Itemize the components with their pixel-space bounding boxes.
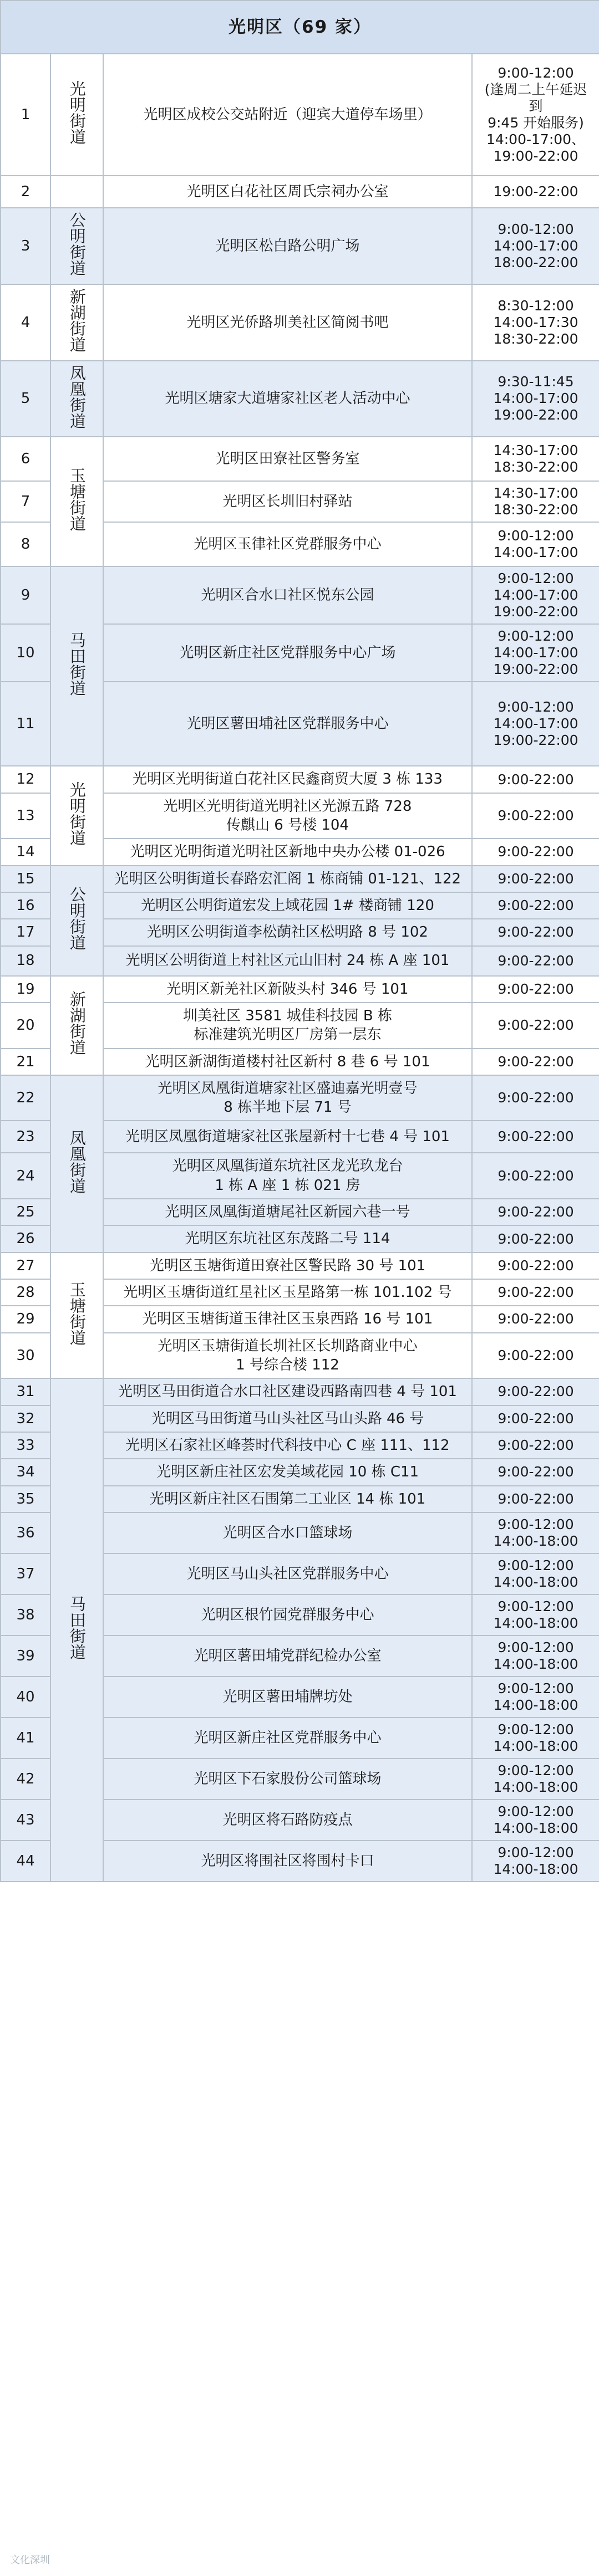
row-number: 40 xyxy=(1,1677,50,1718)
site-address: 光明区光明街道光明社区新地中央办公楼 01-026 xyxy=(103,839,472,865)
site-address: 光明区新羌社区新陂头村 346 号 101 xyxy=(103,976,472,1003)
service-hours xyxy=(472,1075,599,1121)
row-number: 6 xyxy=(1,437,50,481)
row-number: 25 xyxy=(1,1199,50,1225)
site-address: 光明区光侨路圳美社区简阅书吧 xyxy=(103,284,472,361)
service-hours xyxy=(472,624,599,682)
row-number: 15 xyxy=(1,866,50,892)
hours-line: 9:00-22:00 xyxy=(498,924,574,941)
street-name xyxy=(50,1075,103,1253)
row-number: 39 xyxy=(1,1635,50,1677)
row-number: 42 xyxy=(1,1759,50,1800)
site-address: 光明区凤凰街道塘家社区张屋新村十七巷 4 号 101 xyxy=(103,1121,472,1153)
hours-line: 18:00-22:00 xyxy=(493,254,578,270)
service-hours xyxy=(472,284,599,361)
row-number: 16 xyxy=(1,892,50,919)
hours-line: 14:00-18:00 xyxy=(493,1819,578,1836)
table-row xyxy=(1,176,599,208)
row-number: 18 xyxy=(1,946,50,976)
street-name xyxy=(50,1253,103,1379)
row-number: 1 xyxy=(1,54,50,176)
hours-line: 18:30-22:00 xyxy=(493,330,578,347)
hours-line: 9:00-12:00 xyxy=(498,1803,574,1819)
service-hours xyxy=(472,176,599,208)
hours-line: 9:00-22:00 xyxy=(498,1410,574,1427)
site-address: 光明区光明街道白花社区民鑫商贸大厦 3 栋 133 xyxy=(103,766,472,793)
service-hours xyxy=(472,1153,599,1199)
row-number: 17 xyxy=(1,919,50,945)
row-number: 38 xyxy=(1,1594,50,1635)
street-name xyxy=(50,1378,103,1882)
street-name xyxy=(50,54,103,176)
row-number: 44 xyxy=(1,1841,50,1882)
hours-line: (逢周二上午延迟到 xyxy=(484,81,587,114)
street-label: 玉塘街道 xyxy=(67,467,87,532)
row-number: 34 xyxy=(1,1459,50,1485)
row-number: 14 xyxy=(1,839,50,865)
site-address: 光明区松白路公明广场 xyxy=(103,208,472,284)
table-row xyxy=(1,361,599,437)
site-address: 光明区合水口篮球场 xyxy=(103,1512,472,1553)
site-address: 光明区公明街道李松蓢社区松明路 8 号 102 xyxy=(103,919,472,945)
site-address: 光明区马田街道合水口社区建设西路南四巷 4 号 101 xyxy=(103,1378,472,1405)
row-number: 21 xyxy=(1,1049,50,1075)
hours-line: 9:00-12:00 xyxy=(498,1844,574,1861)
site-address: 光明区下石家股份公司篮球场 xyxy=(103,1759,472,1800)
hours-line: 14:00-17:00、 xyxy=(486,131,586,147)
hours-line: 14:30-17:00 xyxy=(493,485,578,502)
row-number: 41 xyxy=(1,1718,50,1759)
hours-line: 9:00-22:00 xyxy=(498,1490,574,1507)
hours-line: 9:00-22:00 xyxy=(498,980,574,997)
row-number: 35 xyxy=(1,1486,50,1512)
site-address: 光明区合水口社区悦东公园 xyxy=(103,566,472,624)
service-hours xyxy=(472,1432,599,1459)
street-label: 凤凰街道 xyxy=(67,1129,87,1194)
street-label: 公明街道 xyxy=(67,886,87,951)
hours-line: 14:00-17:00 xyxy=(493,587,578,604)
row-number: 43 xyxy=(1,1800,50,1841)
street-name xyxy=(50,766,103,865)
hours-line: 9:00-22:00 xyxy=(498,870,574,887)
site-address: 光明区玉塘街道长圳社区长圳路商业中心 1 号综合楼 112 xyxy=(103,1333,472,1379)
street-name xyxy=(50,866,103,976)
site-address: 光明区新庄社区党群服务中心广场 xyxy=(103,624,472,682)
row-number: 22 xyxy=(1,1075,50,1121)
street-label: 光明街道 xyxy=(67,80,87,145)
site-address: 光明区塘家大道塘家社区老人活动中心 xyxy=(103,361,472,437)
service-hours xyxy=(472,1306,599,1332)
hours-line: 9:00-22:00 xyxy=(498,807,574,824)
service-hours xyxy=(472,1677,599,1718)
street-label: 凤凰街道 xyxy=(67,364,87,429)
table-row xyxy=(1,54,599,176)
service-hours xyxy=(472,1512,599,1553)
row-number: 27 xyxy=(1,1253,50,1279)
hours-line: 8:30-12:00 xyxy=(498,297,574,314)
row-number: 20 xyxy=(1,1003,50,1049)
service-hours xyxy=(472,54,599,176)
service-hours xyxy=(472,1594,599,1635)
street-name xyxy=(50,176,103,208)
row-number: 7 xyxy=(1,481,50,522)
site-address: 光明区成校公交站附近（迎宾大道停车场里） xyxy=(103,54,472,176)
hours-line: 9:00-22:00 xyxy=(498,1017,574,1034)
site-address: 光明区公明街道宏发上域花园 1# 楼商铺 120 xyxy=(103,892,472,919)
hours-line: 19:00-22:00 xyxy=(493,604,578,620)
service-hours xyxy=(472,976,599,1003)
hours-line: 9:00-12:00 xyxy=(498,1557,574,1573)
service-hours xyxy=(472,892,599,919)
service-hours xyxy=(472,1333,599,1379)
table-row xyxy=(1,284,599,361)
site-address: 光明区光明街道光明社区光源五路 728 传麒山 6 号楼 104 xyxy=(103,793,472,839)
hours-line: 9:00-22:00 xyxy=(498,952,574,969)
service-hours xyxy=(472,1459,599,1485)
table-row xyxy=(1,976,599,1003)
site-address: 光明区石家社区峰荟时代科技中心 C 座 111、112 xyxy=(103,1432,472,1459)
row-number: 19 xyxy=(1,976,50,1003)
table-row xyxy=(1,208,599,284)
hours-line: 9:00-12:00 xyxy=(498,699,574,715)
hours-line: 9:00-22:00 xyxy=(498,1464,574,1480)
hours-line: 9:00-12:00 xyxy=(498,528,574,544)
table-row xyxy=(1,1253,599,1279)
hours-line: 9:00-12:00 xyxy=(498,1762,574,1778)
row-number: 5 xyxy=(1,361,50,437)
street-name xyxy=(50,361,103,437)
row-number: 37 xyxy=(1,1553,50,1594)
row-number: 26 xyxy=(1,1225,50,1252)
service-hours xyxy=(472,1486,599,1512)
hours-line: 14:00-17:00 xyxy=(493,645,578,661)
hours-line: 19:00-22:00 xyxy=(493,407,578,423)
hours-line: 14:00-17:30 xyxy=(493,314,578,330)
site-address: 光明区公明街道长春路宏汇阁 1 栋商铺 01-121、122 xyxy=(103,866,472,892)
street-name xyxy=(50,284,103,361)
row-number: 12 xyxy=(1,766,50,793)
service-hours xyxy=(472,208,599,284)
hours-line: 9:00-22:00 xyxy=(498,1311,574,1327)
row-number: 9 xyxy=(1,566,50,624)
service-hours xyxy=(472,919,599,945)
service-hours xyxy=(472,1225,599,1252)
hours-line: 9:00-22:00 xyxy=(498,1128,574,1145)
hours-line: 14:00-18:00 xyxy=(493,1614,578,1631)
service-hours xyxy=(472,1553,599,1594)
hours-line: 18:30-22:00 xyxy=(493,459,578,476)
service-hours xyxy=(472,1635,599,1677)
site-address: 光明区新湖街道楼村社区新村 8 巷 6 号 101 xyxy=(103,1049,472,1075)
service-hours xyxy=(472,481,599,522)
row-number: 13 xyxy=(1,793,50,839)
row-number: 31 xyxy=(1,1378,50,1405)
site-address: 光明区薯田埔党群纪检办公室 xyxy=(103,1635,472,1677)
service-hours xyxy=(472,1003,599,1049)
service-hours xyxy=(472,437,599,481)
site-address: 光明区将围社区将围村卡口 xyxy=(103,1841,472,1882)
site-address: 光明区白花社区周氏宗祠办公室 xyxy=(103,176,472,208)
hours-line: 9:00-12:00 xyxy=(498,628,574,645)
site-address: 光明区长圳旧村驿站 xyxy=(103,481,472,522)
hours-line: 14:00-17:00 xyxy=(493,237,578,254)
hours-line: 9:00-22:00 xyxy=(498,1284,574,1301)
service-hours xyxy=(472,1049,599,1075)
row-number: 11 xyxy=(1,682,50,766)
hours-line: 9:45 开始服务) xyxy=(488,115,584,131)
hours-line: 9:00-22:00 xyxy=(498,1053,574,1070)
hours-line: 19:00-22:00 xyxy=(493,183,578,200)
site-address: 光明区新庄社区宏发美域花园 10 栋 C11 xyxy=(103,1459,472,1485)
table-row xyxy=(1,766,599,793)
hours-line: 14:00-17:00 xyxy=(493,715,578,732)
street-label: 光明街道 xyxy=(67,781,87,846)
site-address: 光明区玉塘街道玉律社区玉泉西路 16 号 101 xyxy=(103,1306,472,1332)
site-address: 光明区玉塘街道田寮社区警民路 30 号 101 xyxy=(103,1253,472,1279)
hours-line: 14:30-17:00 xyxy=(493,442,578,459)
hours-line: 18:30-22:00 xyxy=(493,502,578,518)
service-hours xyxy=(472,766,599,793)
hours-line: 9:00-22:00 xyxy=(498,1347,574,1363)
table-row xyxy=(1,437,599,481)
row-number: 10 xyxy=(1,624,50,682)
service-hours xyxy=(472,566,599,624)
hours-line: 14:00-18:00 xyxy=(493,1861,578,1877)
hours-line: 9:30-11:45 xyxy=(498,374,574,390)
service-hours xyxy=(472,839,599,865)
table-row xyxy=(1,866,599,892)
hours-line: 19:00-22:00 xyxy=(493,732,578,749)
site-address: 光明区凤凰街道塘尾社区新园六巷一号 xyxy=(103,1199,472,1225)
service-hours xyxy=(472,1841,599,1882)
service-hours xyxy=(472,1800,599,1841)
table-row xyxy=(1,1075,599,1121)
table-row xyxy=(1,1378,599,1405)
street-name xyxy=(50,566,103,766)
row-number: 8 xyxy=(1,522,50,566)
site-address: 光明区薯田埔牌坊处 xyxy=(103,1677,472,1718)
site-address: 光明区玉律社区党群服务中心 xyxy=(103,522,472,566)
service-hours xyxy=(472,1253,599,1279)
row-number: 23 xyxy=(1,1121,50,1153)
site-address: 光明区马山头社区党群服务中心 xyxy=(103,1553,472,1594)
hours-line: 14:00-18:00 xyxy=(493,1778,578,1795)
table-body xyxy=(1,54,599,1882)
hours-line: 9:00-22:00 xyxy=(498,1257,574,1274)
hours-line: 9:00-22:00 xyxy=(498,897,574,914)
row-number: 29 xyxy=(1,1306,50,1332)
hours-line: 9:00-22:00 xyxy=(498,1383,574,1400)
site-address: 圳美社区 3581 城佳科技园 B 栋 标准建筑光明区厂房第一层东 xyxy=(103,1003,472,1049)
hours-line: 14:00-18:00 xyxy=(493,1696,578,1713)
hours-line: 14:00-18:00 xyxy=(493,1532,578,1549)
row-number: 2 xyxy=(1,176,50,208)
hours-line: 9:00-22:00 xyxy=(498,1167,574,1184)
service-hours xyxy=(472,946,599,976)
street-name xyxy=(50,976,103,1075)
hours-line: 9:00-22:00 xyxy=(498,844,574,860)
hours-line: 19:00-22:00 xyxy=(493,148,578,164)
hours-line: 9:00-12:00 xyxy=(498,1721,574,1737)
service-hours xyxy=(472,1718,599,1759)
site-address: 光明区将石路防疫点 xyxy=(103,1800,472,1841)
service-hours xyxy=(472,1378,599,1405)
hours-line: 14:00-18:00 xyxy=(493,1573,578,1590)
hours-line: 19:00-22:00 xyxy=(493,661,578,678)
service-hours xyxy=(472,682,599,766)
hours-line: 9:00-12:00 xyxy=(498,65,574,81)
row-number: 33 xyxy=(1,1432,50,1459)
hours-line: 9:00-22:00 xyxy=(498,1437,574,1454)
hours-line: 9:00-12:00 xyxy=(498,1516,574,1532)
hours-line: 9:00-12:00 xyxy=(498,570,574,587)
site-address: 光明区凤凰街道东坑社区龙光玖龙台 1 栋 A 座 1 栋 021 房 xyxy=(103,1153,472,1199)
service-hours xyxy=(472,1405,599,1432)
hours-line: 14:00-17:00 xyxy=(493,544,578,561)
service-hours xyxy=(472,1199,599,1225)
service-hours xyxy=(472,1121,599,1153)
site-address: 光明区薯田埔社区党群服务中心 xyxy=(103,682,472,766)
table-row xyxy=(1,566,599,624)
hours-line: 9:00-12:00 xyxy=(498,1598,574,1614)
watermark: 文化深圳 xyxy=(10,2554,50,2566)
street-label: 玉塘街道 xyxy=(67,1281,87,1346)
row-number: 24 xyxy=(1,1153,50,1199)
service-hours xyxy=(472,522,599,566)
table-title: 光明区（69 家） xyxy=(1,1,599,54)
row-number: 30 xyxy=(1,1333,50,1379)
hours-line: 9:00-12:00 xyxy=(498,1639,574,1655)
hours-line: 9:00-22:00 xyxy=(498,1204,574,1220)
row-number: 3 xyxy=(1,208,50,284)
hours-line: 9:00-22:00 xyxy=(498,1230,574,1247)
street-label: 公明街道 xyxy=(67,212,87,276)
hours-line: 14:00-18:00 xyxy=(493,1737,578,1754)
site-address: 光明区公明街道上村社区元山旧村 24 栋 A 座 101 xyxy=(103,946,472,976)
hours-line: 9:00-22:00 xyxy=(498,771,574,788)
site-address: 光明区马田街道马山头社区马山头路 46 号 xyxy=(103,1405,472,1432)
street-label: 马田街道 xyxy=(67,632,87,697)
row-number: 36 xyxy=(1,1512,50,1553)
hours-line: 9:00-22:00 xyxy=(498,1090,574,1106)
hours-line: 14:00-18:00 xyxy=(493,1655,578,1672)
site-address: 光明区玉塘街道红星社区玉星路第一栋 101.102 号 xyxy=(103,1279,472,1306)
street-name xyxy=(50,208,103,284)
row-number: 32 xyxy=(1,1405,50,1432)
service-hours xyxy=(472,361,599,437)
site-address: 光明区田寮社区警务室 xyxy=(103,437,472,481)
hours-line: 14:00-17:00 xyxy=(493,390,578,407)
row-number: 28 xyxy=(1,1279,50,1306)
street-label: 新湖街道 xyxy=(67,991,87,1056)
service-hours xyxy=(472,793,599,839)
hours-line: 9:00-12:00 xyxy=(498,1680,574,1696)
street-name xyxy=(50,437,103,566)
site-address: 光明区新庄社区石围第二工业区 14 栋 101 xyxy=(103,1486,472,1512)
service-hours xyxy=(472,1279,599,1306)
service-hours xyxy=(472,1759,599,1800)
site-address: 光明区东坑社区东茂路二号 114 xyxy=(103,1225,472,1252)
site-address: 光明区新庄社区党群服务中心 xyxy=(103,1718,472,1759)
street-label: 新湖街道 xyxy=(67,288,87,352)
street-label: 马田街道 xyxy=(67,1596,87,1660)
site-address: 光明区凤凰街道塘家社区盛迪嘉光明壹号 8 栋半地下层 71 号 xyxy=(103,1075,472,1121)
row-number: 4 xyxy=(1,284,50,361)
hours-line: 9:00-12:00 xyxy=(498,221,574,237)
site-address: 光明区根竹园党群服务中心 xyxy=(103,1594,472,1635)
service-hours xyxy=(472,866,599,892)
